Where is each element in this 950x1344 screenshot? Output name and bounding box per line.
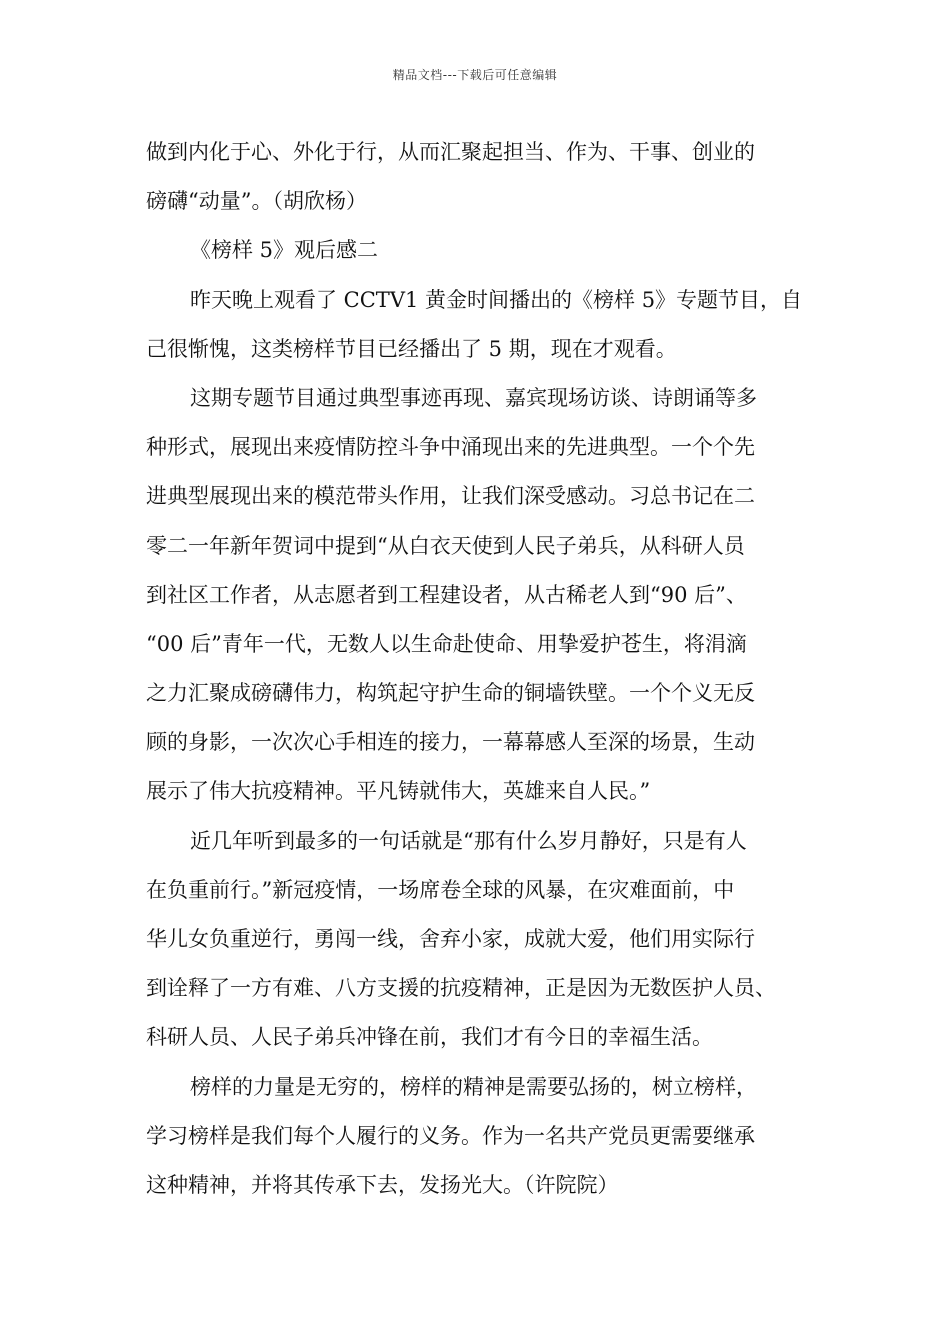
document-body (146, 128, 816, 1210)
text-line: 《榜样 5》观后感二 (190, 238, 379, 263)
text-line: “00 后”青年一代，无数人以生命赴使命、用挚爱护苍生，将涓滴 (146, 631, 747, 656)
text-line: 进典型展现出来的模范带头作用，让我们深受感动。习总书记在二 (146, 484, 755, 509)
text-line: 顾的身影，一次次心手相连的接力，一幕幕感人至深的场景，生动 (146, 730, 755, 755)
text-line: 到社区工作者，从志愿者到工程建设者，从古稀老人到“90 后”、 (146, 582, 747, 607)
text-line: 种形式，展现出来疫情防控斗争中涌现出来的先进典型。一个个先 (146, 435, 755, 460)
text-line: 己很惭愧，这类榜样节目已经播出了 5 期，现在才观看。 (146, 336, 677, 361)
text-line: 昨天晚上观看了 CCTV1 黄金时间播出的《榜样 5》专题节目，自 (190, 287, 803, 312)
text-line: 这种精神，并将其传承下去，发扬光大。（许院院） (146, 1172, 619, 1197)
text-line: 榜样的力量是无穷的，榜样的精神是需要弘扬的，树立榜样， (190, 1074, 757, 1099)
text-line: 做到内化于心、外化于行，从而汇聚起担当、作为、干事、创业的 (146, 140, 755, 164)
text-line: 学习榜样是我们每个人履行的义务。作为一名共产党员更需要继承 (146, 1123, 755, 1148)
text-line: 华儿女负重逆行，勇闯一线，舍弃小家，成就大爱，他们用实际行 (146, 927, 755, 951)
text-line: 这期专题节目通过典型事迹再现、嘉宾现场访谈、诗朗诵等多 (190, 385, 757, 410)
text-line: 近几年听到最多的一句话就是“那有什么岁月静好，只是有人 (190, 828, 747, 853)
text-line: 在负重前行。”新冠疫情，一场席卷全球的风暴，在灾难面前，中 (146, 877, 735, 902)
text-line: 科研人员、人民子弟兵冲锋在前，我们才有今日的幸福生活。 (146, 1025, 713, 1050)
text-line: 之力汇聚成磅礴伟力，构筑起守护生命的铜墙铁壁。一个个义无反 (146, 681, 755, 706)
text-line: 磅礴“动量”。（胡欣杨） (146, 189, 367, 214)
text-line: 展示了伟大抗疫精神。平凡铸就伟大，英雄来自人民。” (146, 779, 651, 804)
text-line: 零二一年新年贺词中提到“从白衣天使到人民子弟兵，从科研人员 (146, 533, 745, 558)
page-header: 精品文档---下载后可任意编辑 (392, 68, 558, 82)
text-line: 到诠释了一方有难、八方支援的抗疫精神，正是因为无数医护人员、 (146, 976, 776, 1001)
